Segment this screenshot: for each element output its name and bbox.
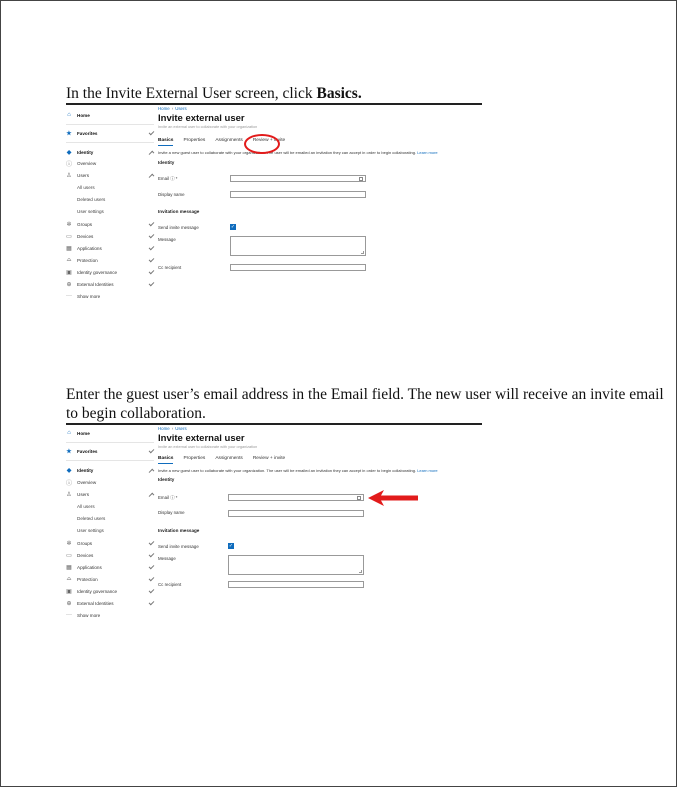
identity-heading: Identity	[158, 477, 175, 482]
main-panel	[158, 426, 486, 654]
main-panel	[158, 106, 486, 334]
send-invite-label: Send invite message	[158, 225, 199, 230]
invitation-heading: Invitation message	[158, 528, 200, 533]
arrow-left-icon	[368, 489, 418, 507]
display-name-field[interactable]	[230, 191, 366, 198]
info-icon: ⓘ	[66, 161, 73, 168]
star-icon: ★	[66, 448, 72, 455]
lock-icon: ⌓	[66, 575, 72, 582]
nav-favorites[interactable]: ★ Favorites	[66, 128, 154, 138]
resize-grip-icon	[361, 251, 364, 254]
send-invite-label: Send invite message	[158, 544, 199, 549]
nav-devices[interactable]: ▭ Devices	[66, 550, 154, 560]
nav-all-users[interactable]: All users	[77, 503, 95, 509]
email-field[interactable]	[230, 175, 366, 182]
tab-review-invite[interactable]: Review + invite	[252, 138, 286, 143]
page-subtitle: Invite an external user to collaborate with your organization	[158, 125, 258, 129]
tab-basics[interactable]: Basics	[158, 456, 174, 461]
screenshot-1	[66, 106, 486, 334]
identity-icon: ◆	[66, 149, 72, 156]
user-icon: ♙	[66, 491, 72, 498]
nav-identity-governance[interactable]: ▣ Identity governance	[66, 267, 154, 277]
nav-show-more[interactable]: ··· Show more	[66, 612, 101, 618]
nav-identity[interactable]: ◆ Identity	[66, 465, 154, 475]
nav-favorites[interactable]: ★ Favorites	[66, 446, 154, 456]
description: Invite a new guest user to collaborate with your organization. The user will be emailed an invitation they can accept in order to begin collaborating. Learn more	[158, 468, 438, 473]
nav-groups[interactable]: ✲ Groups	[66, 219, 154, 229]
tabs	[158, 456, 285, 461]
nav-show-more[interactable]: ··· Show more	[66, 293, 101, 299]
nav-overview[interactable]: ⓘ Overview	[66, 479, 97, 487]
email-field[interactable]	[228, 494, 364, 501]
nav-groups[interactable]: ✲ Groups	[66, 538, 154, 548]
left-nav	[66, 426, 154, 654]
display-name-label: Display name	[158, 192, 185, 197]
highlight-circle	[244, 134, 280, 154]
learn-more-link[interactable]: Learn more	[417, 150, 438, 155]
invitation-heading: Invitation message	[158, 209, 200, 214]
external-identities-icon: ⊕	[66, 600, 72, 607]
nav-user-settings[interactable]: User settings	[77, 527, 104, 533]
learn-more-link[interactable]: Learn more	[417, 468, 438, 473]
email-label: Email ⓘ *	[158, 495, 178, 500]
groups-icon: ✲	[66, 221, 72, 228]
tab-review-invite[interactable]: Review + invite	[252, 456, 286, 461]
nav-devices[interactable]: ▭ Devices	[66, 231, 154, 241]
applications-icon: ▦	[66, 564, 72, 571]
nav-applications[interactable]: ▦ Applications	[66, 562, 154, 572]
more-icon: ···	[66, 612, 72, 618]
breadcrumb: Home › Users	[158, 426, 187, 431]
breadcrumb-home[interactable]: Home	[158, 106, 170, 111]
nav-home[interactable]: ⌂ Home	[67, 112, 90, 118]
nav-external-identities[interactable]: ⊕ External Identities	[66, 279, 154, 289]
nav-external-identities[interactable]: ⊕ External Identities	[66, 598, 154, 608]
nav-deleted-users[interactable]: Deleted users	[77, 196, 106, 202]
message-field[interactable]	[230, 236, 366, 256]
nav-home[interactable]: ⌂ Home	[67, 430, 90, 436]
tab-properties[interactable]: Properties	[183, 138, 206, 143]
page-subtitle: Invite an external user to collaborate with your organization	[158, 445, 258, 449]
identity-icon: ◆	[66, 467, 72, 474]
breadcrumb-users[interactable]: Users	[175, 426, 187, 431]
nav-protection[interactable]: ⌓ Protection	[66, 574, 154, 584]
display-name-field[interactable]	[228, 510, 364, 517]
nav-overview[interactable]: ⓘ Overview	[66, 160, 97, 168]
step2-rule	[66, 423, 482, 425]
identity-heading: Identity	[158, 160, 175, 165]
nav-identity-governance[interactable]: ▣ Identity governance	[66, 586, 154, 596]
email-label: Email ⓘ *	[158, 176, 178, 181]
devices-icon: ▭	[66, 233, 72, 240]
step2-instruction: Enter the guest user’s email address in the Email field. The new user will receive an invite email to begin collaboration.	[66, 386, 664, 422]
cc-recipient-label: Cc recipient	[158, 265, 182, 270]
screenshot-2	[66, 426, 486, 654]
nav-applications[interactable]: ▦ Applications	[66, 243, 154, 253]
description: Invite a new guest user to collaborate with your organization. The user will be emailed an invitation they can accept in order to begin collaborating. Learn more	[158, 150, 438, 155]
lock-icon: ⌓	[66, 256, 72, 263]
cc-recipient-label: Cc recipient	[158, 582, 182, 587]
page-title: Invite external user	[158, 433, 245, 444]
send-invite-checkbox[interactable]: ✓	[228, 543, 234, 549]
breadcrumb-users[interactable]: Users	[175, 106, 187, 111]
tab-assignments[interactable]: Assignments	[215, 456, 243, 461]
applications-icon: ▦	[66, 245, 72, 252]
nav-user-settings[interactable]: User settings	[77, 208, 104, 214]
tab-assignments[interactable]: Assignments	[215, 138, 243, 143]
info-icon: ⓘ	[66, 480, 73, 487]
contact-icon	[357, 496, 361, 500]
groups-icon: ✲	[66, 540, 72, 547]
nav-users[interactable]: ♙ Users	[66, 489, 154, 499]
external-identities-icon: ⊕	[66, 281, 72, 288]
breadcrumb-home[interactable]: Home	[158, 426, 170, 431]
nav-deleted-users[interactable]: Deleted users	[77, 515, 106, 521]
devices-icon: ▭	[66, 552, 72, 559]
contact-icon	[359, 177, 363, 181]
breadcrumb: Home › Users	[158, 106, 187, 111]
tab-properties[interactable]: Properties	[183, 456, 206, 461]
left-nav	[66, 106, 154, 334]
home-icon: ⌂	[67, 112, 71, 118]
message-label: Message	[158, 237, 176, 242]
nav-users[interactable]: ♙ Users	[66, 170, 154, 180]
resize-grip-icon	[359, 570, 362, 573]
home-icon: ⌂	[67, 430, 71, 436]
step1-rule	[66, 103, 482, 105]
star-icon: ★	[66, 130, 72, 137]
message-field[interactable]	[228, 555, 364, 575]
governance-icon: ▣	[66, 588, 72, 595]
display-name-label: Display name	[158, 510, 185, 515]
cc-recipient-field[interactable]	[228, 581, 364, 588]
tab-basics[interactable]: Basics	[158, 138, 174, 143]
nav-identity[interactable]: ◆ Identity	[66, 147, 154, 157]
cc-recipient-field[interactable]	[230, 264, 366, 271]
message-label: Message	[158, 556, 176, 561]
more-icon: ···	[66, 293, 72, 299]
step1-instruction: In the Invite External User screen, click Basics.	[66, 85, 362, 102]
user-icon: ♙	[66, 172, 72, 179]
governance-icon: ▣	[66, 269, 72, 276]
nav-all-users[interactable]: All users	[77, 184, 95, 190]
page-title: Invite external user	[158, 113, 245, 124]
send-invite-checkbox[interactable]: ✓	[230, 224, 236, 230]
nav-protection[interactable]: ⌓ Protection	[66, 255, 154, 265]
